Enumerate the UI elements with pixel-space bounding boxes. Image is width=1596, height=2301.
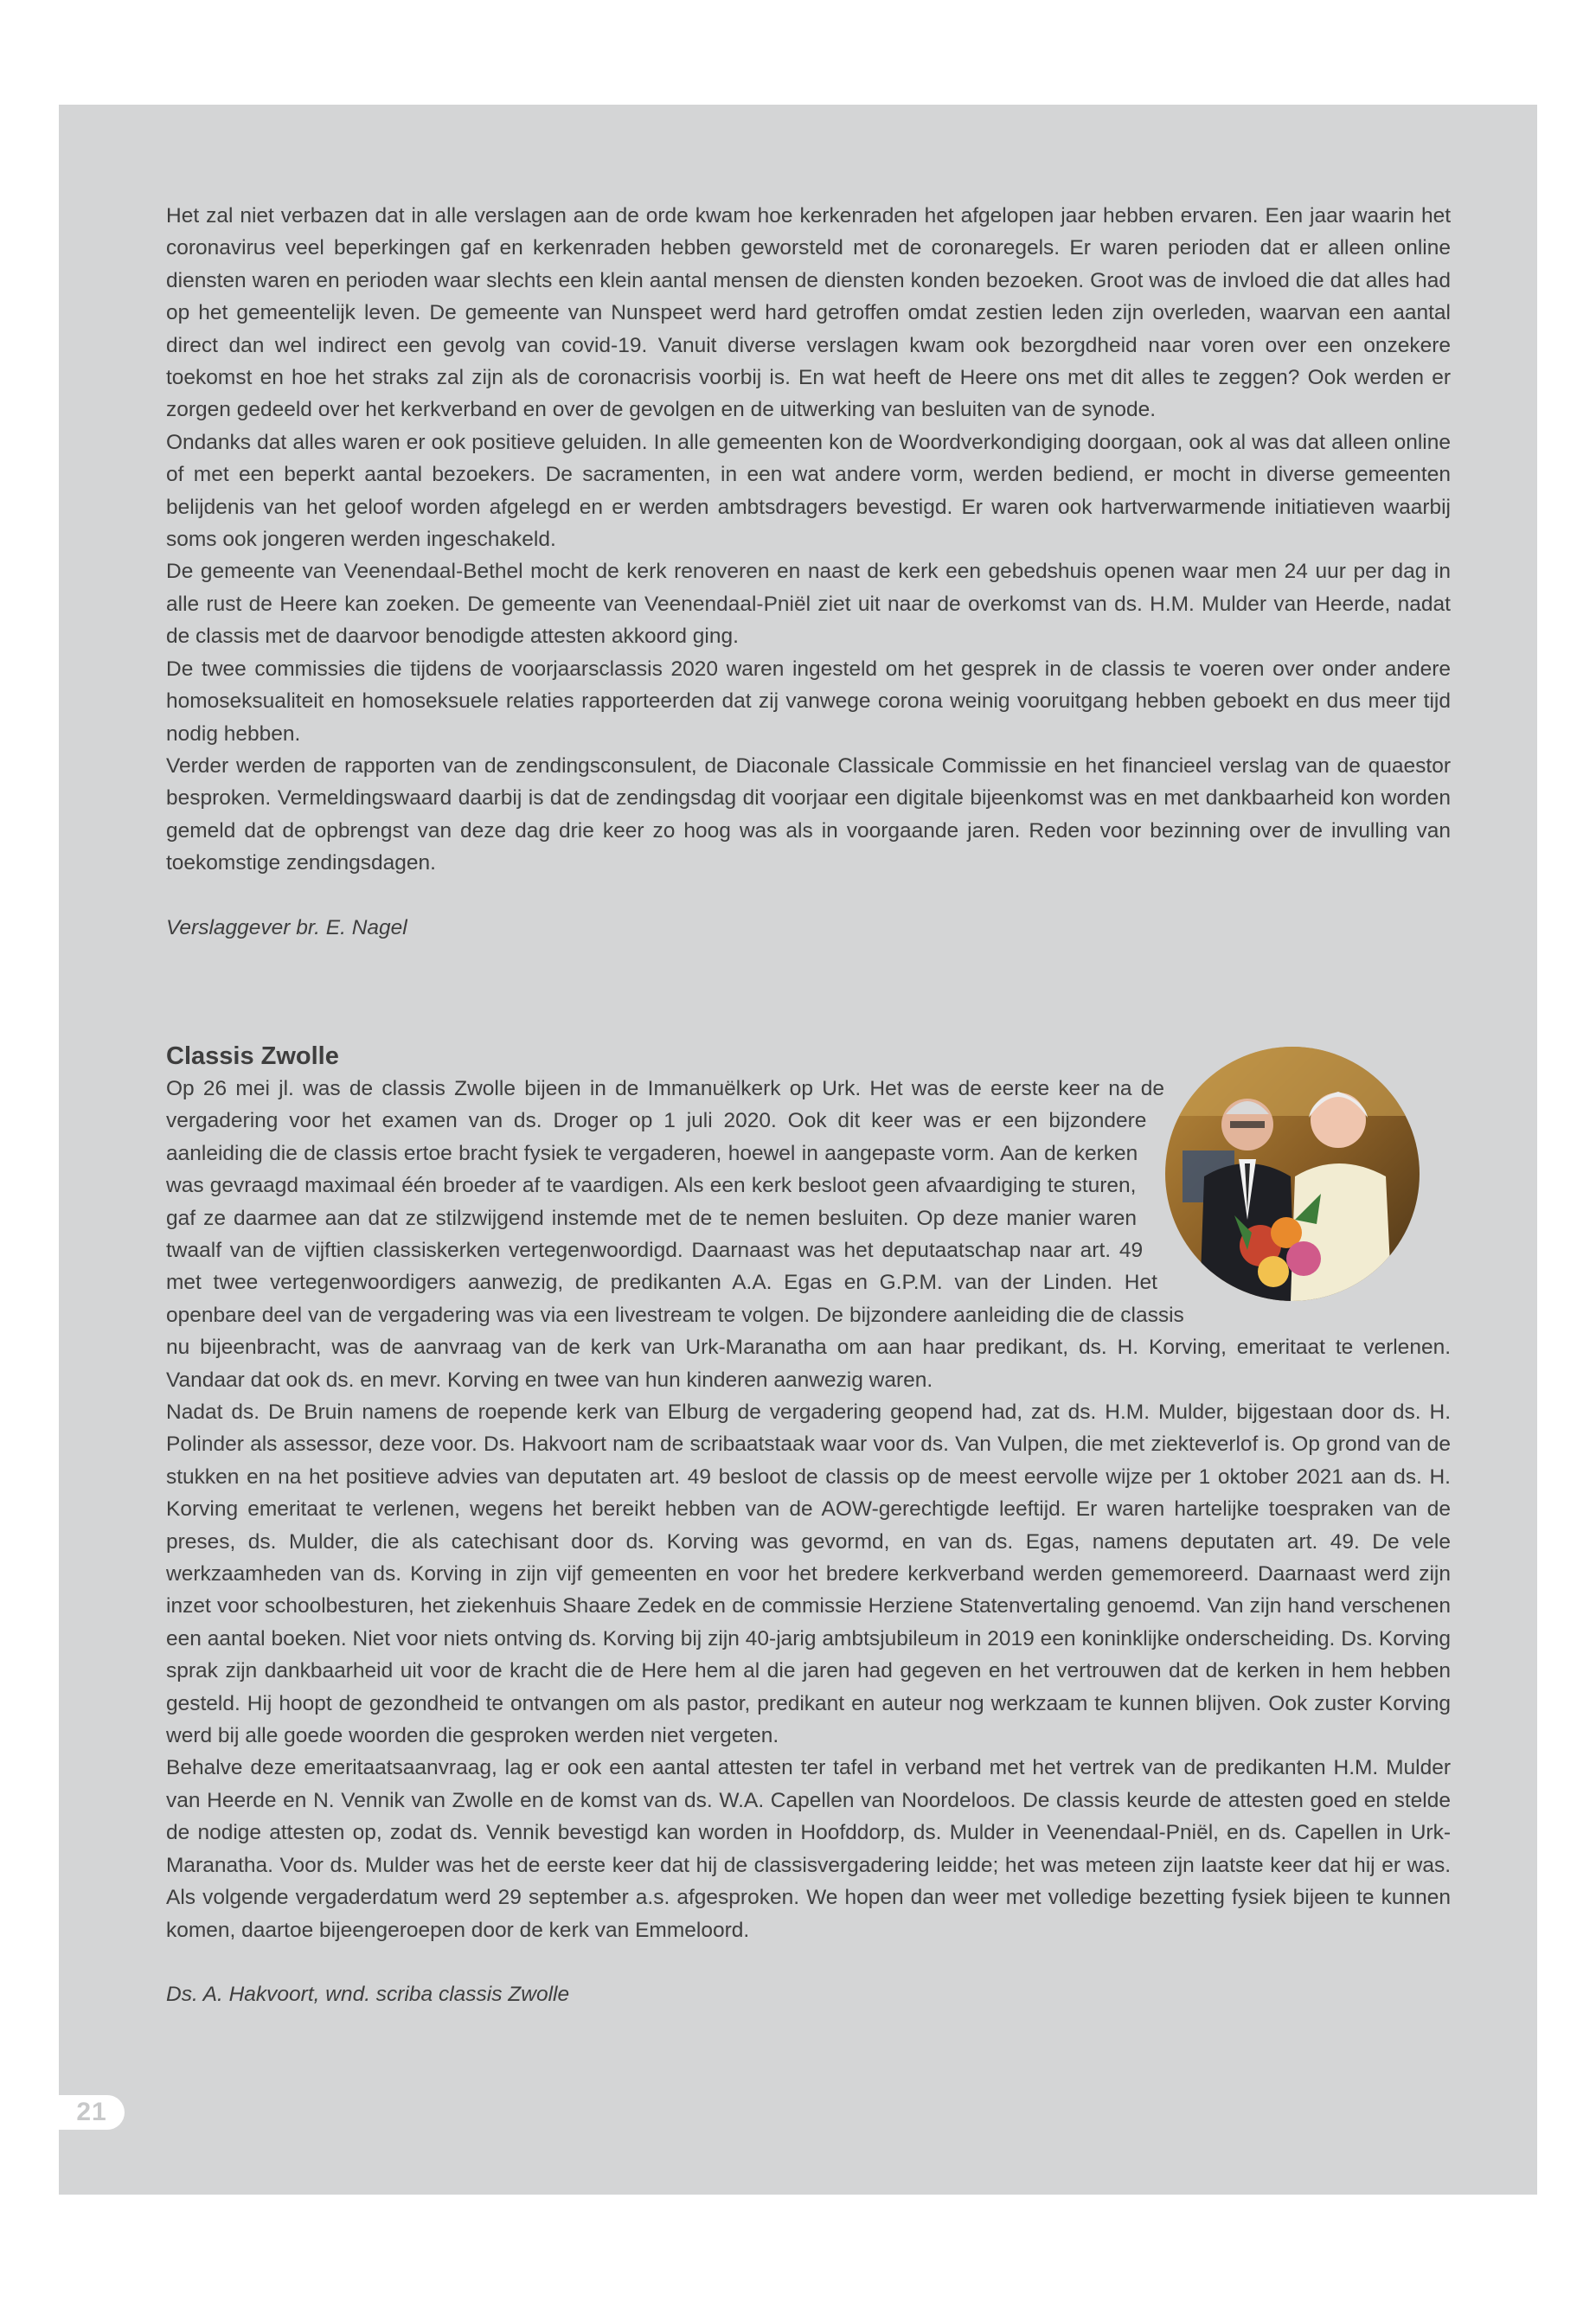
section-title: Classis Zwolle <box>166 1042 339 1070</box>
paragraph: Het zal niet verbazen dat in alle verslagen aan de orde kwam hoe kerkenraden het afgelopen jaar hebben ervaren. Een jaar waarin het coronavirus veel beperkingen gaf en kerkenraden hebben geworsteld met de coronaregels. Er waren perioden dat er alleen online diensten waren en perioden waar slechts een klein aantal mensen de diensten konden bezoeken. Groot was de invloed die dat alles had op het gemeentelijk leven. De gemeente van Nunspeet werd hard getroffen omdat zestien leden zijn overleden, waarvan een aantal direct dan wel indirect een gevolg van covid-19. Vanuit diverse verslagen kwam ook bezorgdheid naar voren over een onzekere toekomst en hoe het straks zal zijn als de coronacrisis voorbij is. En wat heeft de Heere ons met dit alles te zeggen? Ook werden er zorgen gedeeld over het kerkverband en over de gevolgen en de uitwerking van besluiten van de synode. <box>166 204 1451 422</box>
paragraph: Nadat ds. De Bruin namens de roepende kerk van Elburg de vergadering geopend had, zat ds. H.M. Mulder, bijgestaan door ds. H. Polinder als assessor, deze voor. Ds. Hakvoort nam de scribaatstaak waar voor ds. Van Vulpen, die met ziekteverlof is. Op grond van de stukken en na het positieve advies van deputaten art. 49 besloot de classis op de meest eervolle wijze per 1 oktober 2021 aan ds. H. Korving emeritaat te verlenen, wegens het bereikt hebben van de AOW-gerechtigde leeftijd. Er waren hartelijke toespraken van de preses, ds. Mulder, die als catechisant door ds. Korving was gevormd, en van ds. Egas, namens deputaten art. 49. De vele werkzaamheden van ds. Korving in zijn vijf gemeenten en voor het bredere kerkverband werden gememoreerd. Daarnaast werd zijn inzet voor schoolbesturen, het ziekenhuis Shaare Zedek en de commissie Herziene Statenvertaling genoemd. Van zijn hand verschenen een aantal boeken. Niet voor niets ontving ds. Korving bij zijn 40-jarig ambtsjubileum in 2019 een koninklijke onderscheiding. Ds. Korving sprak zijn dankbaarheid uit voor de kracht die de Here hem al die jaren had gegeven en het vertrouwen dat de kerken in hem hebben gesteld. Hij hoopt de gezondheid te ontvangen om als pastor, predikant en auteur nog werkzaam te kunnen blijven. Ook zuster Korving werd bij alle goede woorden die gesproken werden niet vergeten. <box>166 1400 1451 1748</box>
paragraph: De gemeente van Veenendaal-Bethel mocht de kerk renoveren en naast de kerk een gebedshuis openen waar men 24 uur per dag in alle rust de Heere kan zoeken. De gemeente van Veenendaal-Pniël ziet uit naar de overkomst van ds. H.M. Mulder van Heerde, nadat de classis met de daarvoor benodigde attesten akkoord ging. <box>166 560 1451 649</box>
paragraph: Verder werden de rapporten van de zendingsconsulent, de Diaconale Classicale Commissie en het financieel verslag van de quaestor besproken. Vermeldingswaard daarbij is dat de zendingsdag dit voorjaar een digitale bijeenkomst was en met dankbaarheid kon worden gemeld dat de opbrengst van deze dag drie keer zo hoog was als in voorgaande jaren. Reden voor bezinning over de invulling van toekomstige zendingsdagen. <box>166 753 1451 875</box>
page-panel <box>59 105 1537 2195</box>
paragraph: Op 26 mei jl. was de classis Zwolle bijeen in de Immanuëlkerk op Urk. Het was de eerste keer na de vergadering voor het examen van ds. Droger op 1 juli 2020. Ook dit keer was er een bijzondere aanleiding die de classis ertoe bracht fysiek te vergaderen, hoewel in aangepaste vorm. Aan de kerken was gevraagd maximaal één broeder af te vaardigen. Als een kerk besloot geen afvaardiging te sturen, gaf ze daarmee aan dat ze stilzwijgend instemde met de te nemen besluiten. Op deze manier waren twaalf van de vijftien classiskerken vertegenwoordigd. Daarnaast was het deputaatschap naar art. 49 met twee vertegenwoordigers aanwezig, de predikanten A.A. Egas en G.P.M. van der Linden. Het openbare deel van de vergadering was via een livestream te volgen. De bijzondere aanleiding die de classis nu bijeenbracht, was de aanvraag van de kerk van Urk-Maranatha om aan haar predikant, ds. H. Korving, emeritaat te verlenen. Vandaar dat ook ds. en mevr. Korving en twee van hun kinderen aanwezig waren. <box>166 1076 1451 1392</box>
author-signature: Ds. A. Hakvoort, wnd. scriba classis Zwolle <box>166 1982 570 2006</box>
article-body <box>166 200 1451 2010</box>
author-signature: Verslaggever br. E. Nagel <box>166 915 407 939</box>
paragraph: De twee commissies die tijdens de voorjaarsclassis 2020 waren ingesteld om het gesprek in de classis te voeren over onder andere homoseksualiteit en homoseksuele relaties rapporteerden dat zij vanwege corona weinig vooruitgang hebben geboekt en dus meer tijd nodig hebben. <box>166 657 1451 746</box>
page-number: 21 <box>59 2095 125 2130</box>
couple-photo <box>1165 1047 1420 1301</box>
paragraph: Behalve deze emeritaatsaanvraag, lag er ook een aantal attesten ter tafel in verband met het vertrek van de predikanten H.M. Mulder van Heerde en N. Vennik van Zwolle en de komst van ds. W.A. Capellen van Noordeloos. De classis keurde de attesten goed en stelde de nodige attesten op, zodat ds. Vennik bevestigd kan worden in Hoofddorp, ds. Mulder in Veenendaal-Pniël, en ds. Capellen in Urk-Maranatha. Voor ds. Mulder was het de eerste keer dat hij de classisvergadering leidde; het was meteen zijn laatste keer dat hij er was. Als volgende vergaderdatum werd 29 september a.s. afgesproken. We hopen dan weer met volledige bezetting fysiek bijeen te kunnen komen, daartoe bijeengeroepen door de kerk van Emmeloord. <box>166 1756 1451 1942</box>
paragraph: Ondanks dat alles waren er ook positieve geluiden. In alle gemeenten kon de Woordverkondiging doorgaan, ook al was dat alleen online of met een beperkt aantal bezoekers. De sacramenten, in een wat andere vorm, werden bediend, er mocht in diverse gemeenten belijdenis van het geloof worden afgelegd en er werden ambtsdragers bevestigd. Er waren ook hartverwarmende initiatieven waarbij soms ook jongeren werden ingeschakeld. <box>166 430 1451 552</box>
